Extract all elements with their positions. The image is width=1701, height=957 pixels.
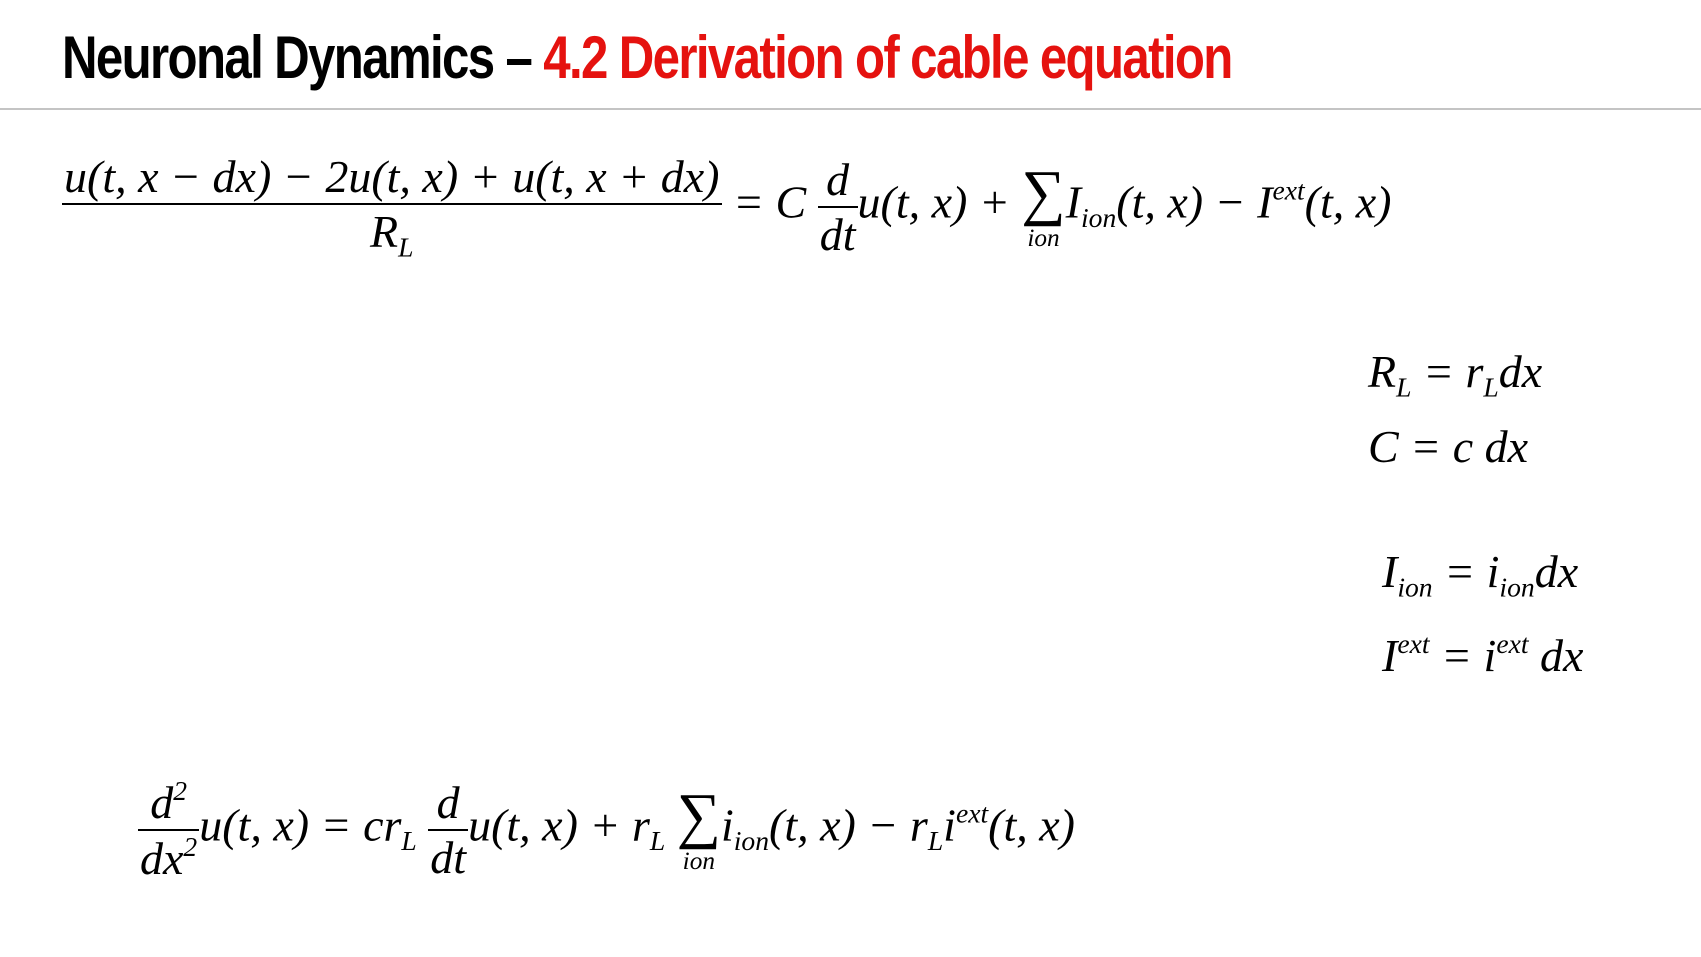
sum-limit-2: ion (682, 847, 715, 876)
time-derivative (428, 776, 468, 884)
eq2-a: u(t, x) = cr (199, 799, 402, 851)
fraction-numerator: u(t, x − dx) − 2u(t, x) + u(t, x + dx) (64, 151, 720, 202)
derivative-num: d (826, 153, 850, 205)
s3-b: = i (1444, 546, 1500, 597)
derivative-den: dt (818, 206, 858, 261)
definition-resistance (1368, 345, 1542, 404)
ion-current: I (1065, 176, 1081, 228)
ion-current-sub: ion (1081, 202, 1117, 234)
eq2-i: i (720, 799, 734, 851)
eq2-end: (t, x) (988, 799, 1075, 851)
slide-title (62, 24, 1232, 91)
rhs-c: (t, x) − I (1116, 176, 1273, 228)
derivative-fraction (818, 153, 858, 261)
definition-ion-current (1382, 545, 1578, 604)
sum-operator-2 (676, 782, 721, 876)
eq2-a-sub: L (401, 825, 417, 857)
s4-c: dx (1540, 629, 1584, 681)
s3-a-sub: ion (1397, 571, 1433, 603)
time-derivative-num: d (436, 776, 460, 828)
fraction-denominator (62, 203, 722, 264)
eq2-ext: ext (955, 797, 989, 829)
sum-operator (1021, 159, 1066, 253)
s2: C = c dx (1368, 421, 1529, 472)
ext-sup: ext (1272, 174, 1305, 206)
s3-b-sub: ion (1499, 571, 1535, 603)
s4-a-sup: ext (1397, 628, 1430, 659)
rhs-a: = C (733, 176, 807, 228)
definition-ext-current (1382, 628, 1583, 682)
sum-limit: ion (1027, 224, 1060, 253)
d2-den: dx (140, 832, 184, 884)
title-divider (0, 108, 1701, 110)
s1-b: = r (1422, 346, 1484, 397)
s3-a: I (1382, 546, 1398, 597)
d2-num-sup: 2 (173, 775, 187, 806)
eq2-i2: i (943, 799, 956, 851)
time-derivative-den: dt (428, 829, 468, 884)
eq2-b: u(t, x) + r (468, 799, 650, 851)
second-derivative (138, 775, 199, 885)
eq2-c-sub: L (927, 825, 944, 857)
definition-capacitance (1368, 420, 1528, 473)
eq2-b-sub: L (649, 825, 666, 857)
s1-c: dx (1498, 346, 1543, 397)
s1-b-sub: L (1483, 371, 1499, 403)
sum-symbol: ∑ (1021, 159, 1066, 228)
s1-a: R (1368, 346, 1397, 397)
eq2-i-sub: ion (733, 825, 770, 857)
second-derivative-den (138, 829, 199, 885)
s4-a: I (1382, 629, 1398, 681)
sum-symbol-2: ∑ (676, 782, 721, 851)
title-red: 4.2 Derivation of cable equation (543, 24, 1232, 91)
s4-b: = i (1441, 629, 1497, 681)
rhs-b: u(t, x) + (857, 176, 1010, 228)
s3-c: dx (1534, 546, 1579, 597)
s1-a-sub: L (1396, 371, 1412, 403)
second-derivative-num (138, 775, 199, 829)
denominator-base: R (370, 206, 399, 257)
denominator-sub: L (398, 231, 414, 263)
fraction-lhs (62, 150, 722, 264)
d2-num: d (150, 776, 174, 828)
rhs-d: (t, x) (1304, 176, 1392, 228)
eq2-c: (t, x) − r (769, 799, 928, 851)
equation-discrete-cable (62, 150, 1391, 264)
title-black: Neuronal Dynamics – (62, 24, 544, 91)
equation-cable (138, 775, 1075, 885)
d2-den-sup: 2 (183, 830, 198, 862)
s4-b-sup: ext (1496, 628, 1529, 659)
